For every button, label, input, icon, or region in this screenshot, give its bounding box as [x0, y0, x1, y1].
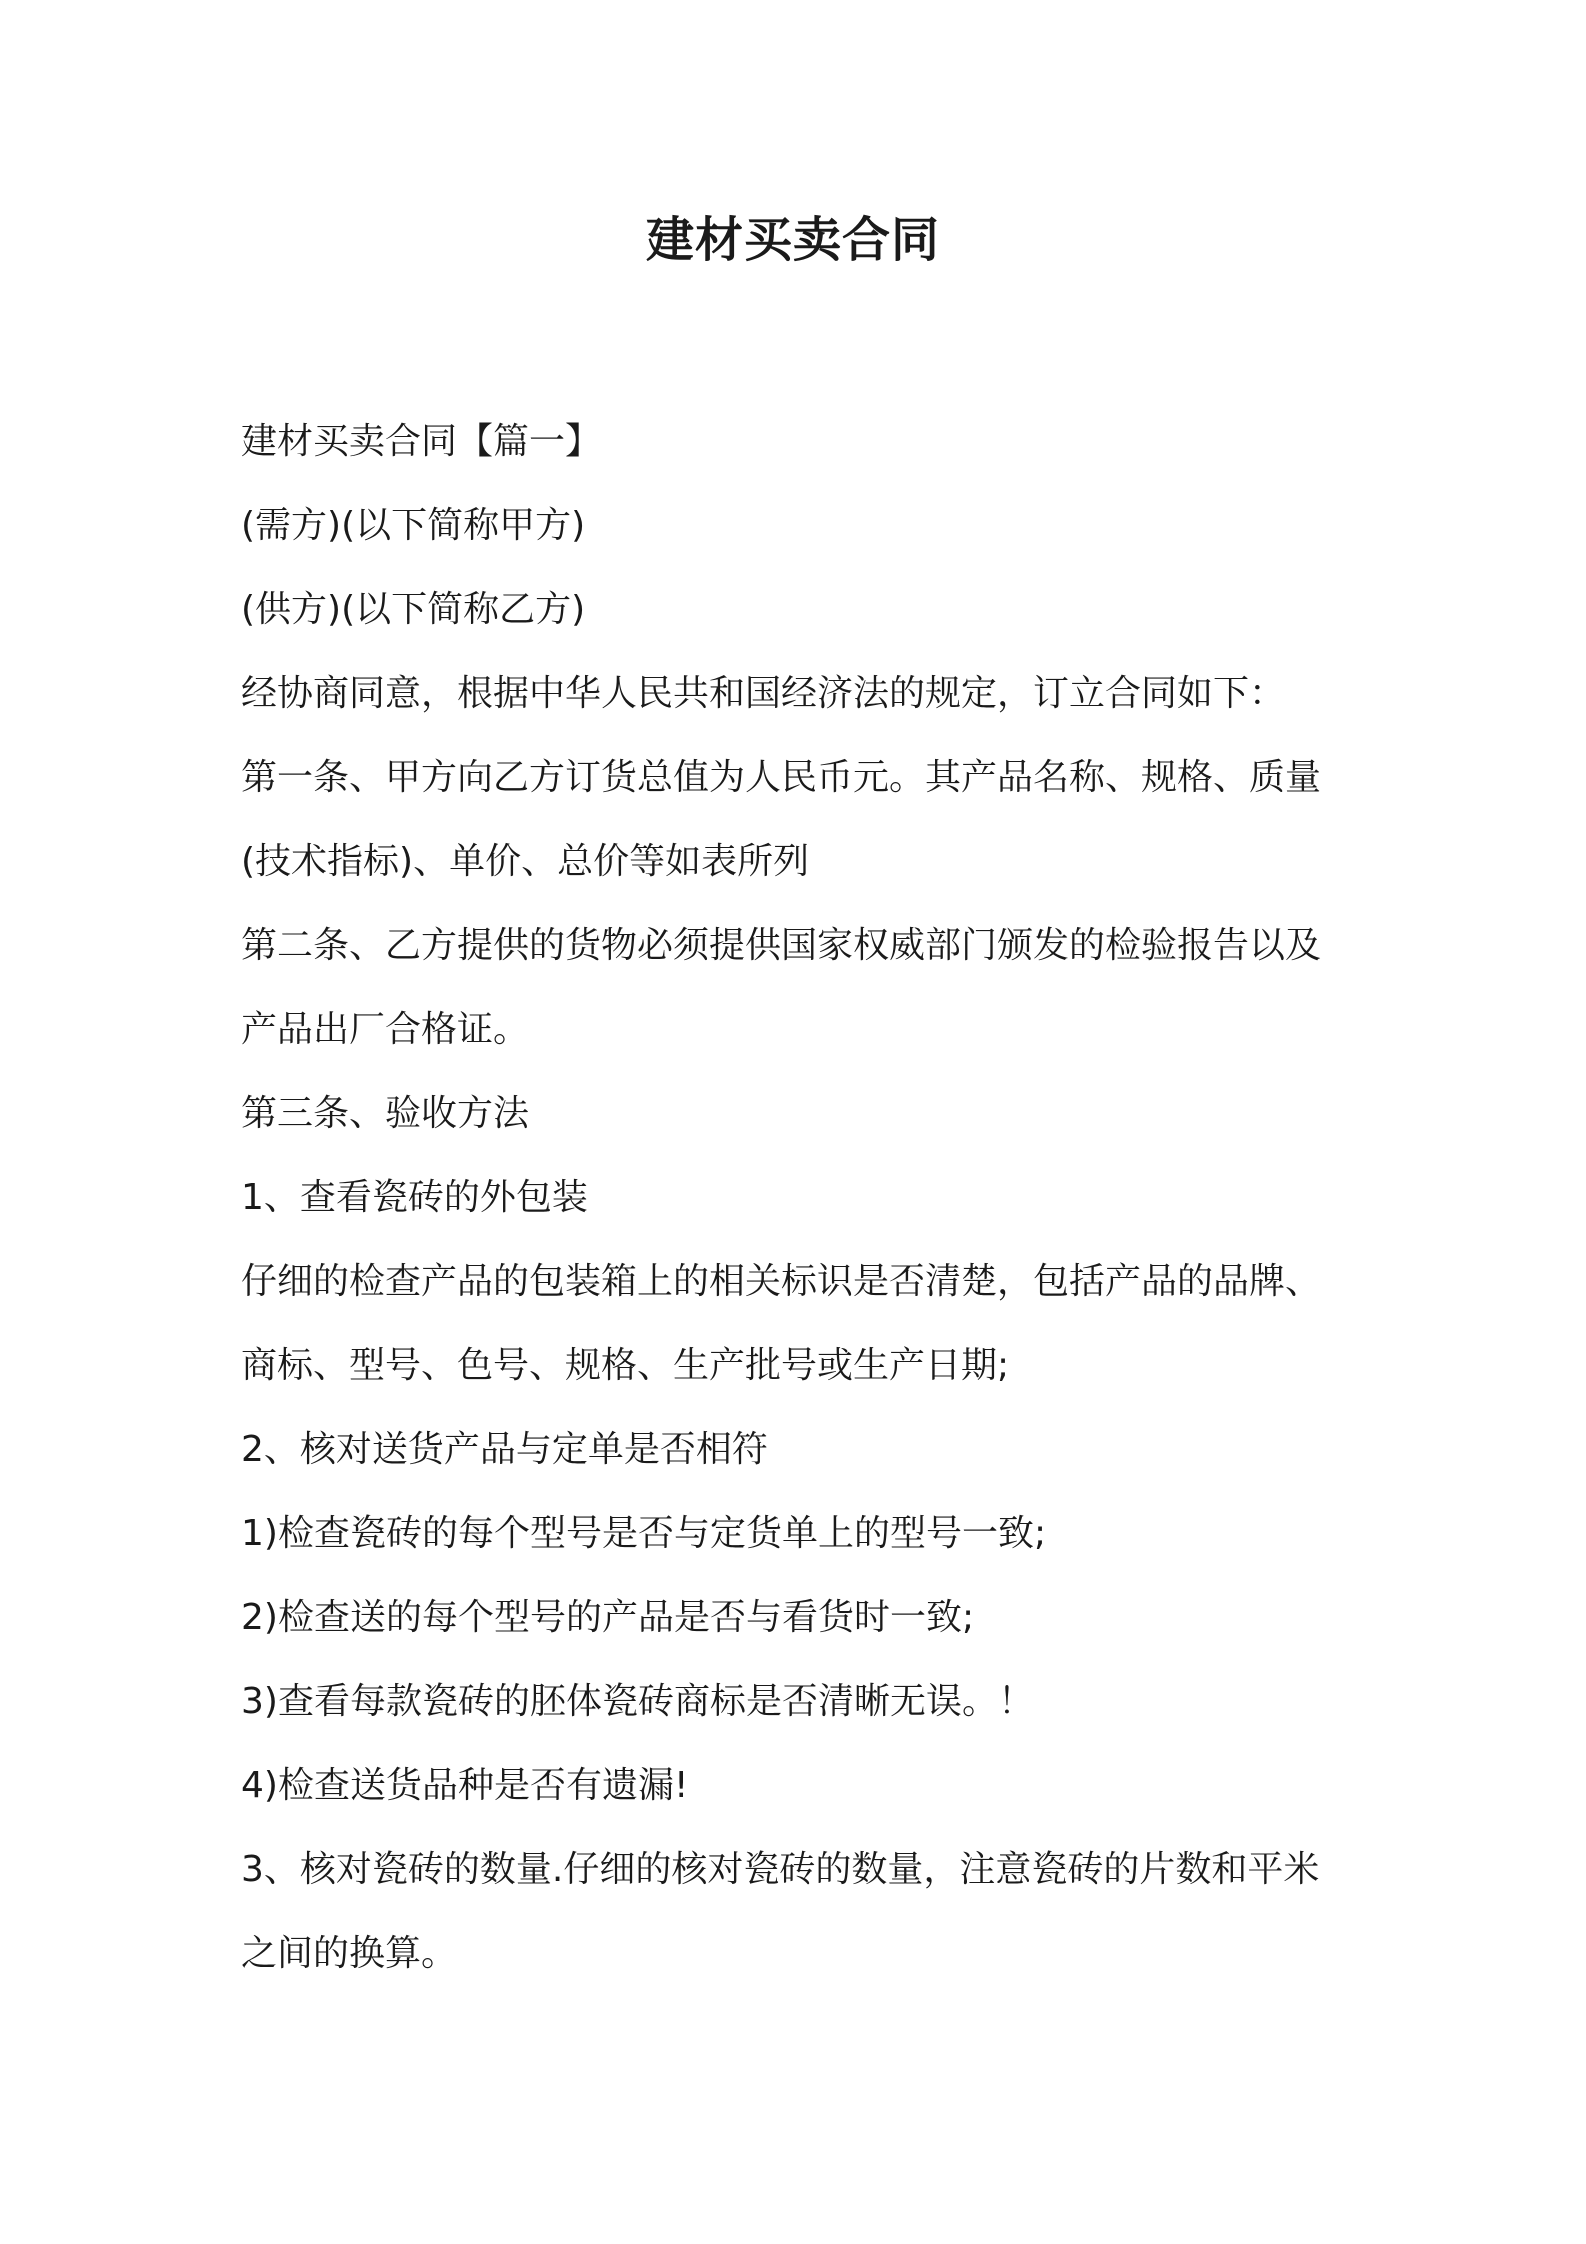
article-1-line-1: 第一条、甲方向乙方订货总值为人民币元。其产品名称、规格、质量 — [241, 757, 1322, 798]
step-2-item-2: 2)检查送的每个型号的产品是否与看货时一致; — [241, 1597, 975, 1638]
preamble-line: 经协商同意，根据中华人民共和国经济法的规定，订立合同如下： — [241, 673, 1286, 714]
step-2-item-4: 4)检查送货品种是否有遗漏! — [241, 1765, 689, 1806]
step-2-item-3: 3)查看每款瓷砖的胚体瓷砖商标是否清晰无误。！ — [241, 1681, 1034, 1722]
article-2-line-1: 第二条、乙方提供的货物必须提供国家权威部门颁发的检验报告以及 — [241, 925, 1322, 966]
party-buyer-line: (需方)(以下简称甲方) — [241, 505, 586, 546]
section-heading: 建材买卖合同【篇一】 — [241, 421, 602, 462]
article-1-line-2: (技术指标)、单价、总价等如表所列 — [241, 841, 810, 882]
step-3-line-1: 3、核对瓷砖的数量.仔细的核对瓷砖的数量，注意瓷砖的片数和平米 — [241, 1849, 1320, 1890]
party-seller-line: (供方)(以下简称乙方) — [241, 589, 586, 630]
article-3-heading: 第三条、验收方法 — [241, 1093, 530, 1134]
step-1-detail-line-1: 仔细的检查产品的包装箱上的相关标识是否清楚，包括产品的品牌、 — [241, 1261, 1322, 1302]
step-1-detail-line-2: 商标、型号、色号、规格、生产批号或生产日期; — [241, 1345, 1010, 1386]
step-3-line-2: 之间的换算。 — [241, 1933, 458, 1974]
step-1-heading: 1、查看瓷砖的外包装 — [241, 1177, 588, 1218]
step-2-item-1: 1)检查瓷砖的每个型号是否与定货单上的型号一致; — [241, 1513, 1047, 1554]
article-2-line-2: 产品出厂合格证。 — [241, 1009, 530, 1050]
document-title: 建材买卖合同 — [645, 212, 940, 268]
step-2-heading: 2、核对送货产品与定单是否相符 — [241, 1429, 768, 1470]
document-body — [241, 400, 1361, 1996]
